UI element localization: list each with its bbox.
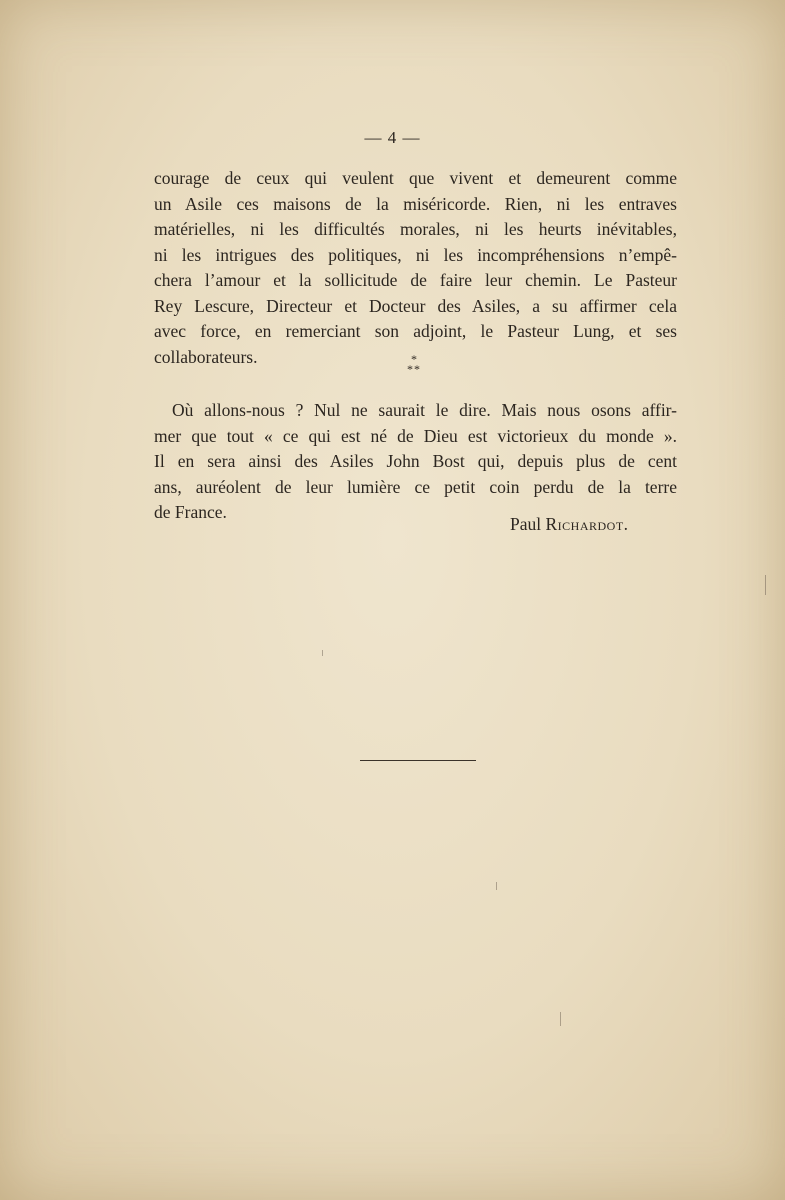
text-line: un Asile ces maisons de la miséricorde. Rien, ni les entraves xyxy=(154,193,677,214)
paper-speck xyxy=(560,1012,561,1026)
text-line: Il en sera ainsi des Asiles John Bost qui, depuis plus de cent xyxy=(154,451,677,471)
signature-last-name: Richardot. xyxy=(545,514,629,534)
paper-speck xyxy=(322,650,323,656)
text-line: ni les intrigues des politiques, ni les incompréhensions n’empê- xyxy=(154,244,677,265)
text-line: avec force, en remerciant son adjoint, le Pasteur Lung, et ses xyxy=(154,321,677,341)
end-rule-divider xyxy=(360,760,476,761)
text-line: matérielles, ni les difficultés morales, ni les heurts inévitables, xyxy=(154,219,677,239)
text-line: Rey Lescure, Directeur et Docteur des Asiles, a su affirmer cela xyxy=(154,295,677,316)
text-line: Où allons-nous ? Nul ne saurait le dire. Mais nous osons affir- xyxy=(172,400,677,420)
asterism-top: * xyxy=(411,352,417,366)
paragraph-2 xyxy=(154,398,677,526)
text-line: courage de ceux qui veulent que vivent et demeurent comme xyxy=(154,168,677,188)
signature-first-name: Paul xyxy=(510,514,542,534)
text-line: chera l’amour et la sollicitude de faire leur chemin. Le Pasteur xyxy=(154,270,677,290)
page-number: — 4 — xyxy=(364,128,421,147)
text-line: collaborateurs. xyxy=(154,346,258,367)
text-line: ans, auréolent de leur lumière ce petit coin perdu de la terre xyxy=(154,476,677,497)
asterism-separator xyxy=(398,354,430,380)
paper-speck xyxy=(765,575,766,595)
paragraph-1 xyxy=(154,166,677,370)
signature xyxy=(510,514,629,535)
paper-speck xyxy=(496,882,497,890)
text-line: mer que tout « ce qui est né de Dieu est victorieux du monde ». xyxy=(154,425,677,446)
asterism-bottom: ** xyxy=(407,362,421,376)
text-line: de France. xyxy=(154,502,227,522)
